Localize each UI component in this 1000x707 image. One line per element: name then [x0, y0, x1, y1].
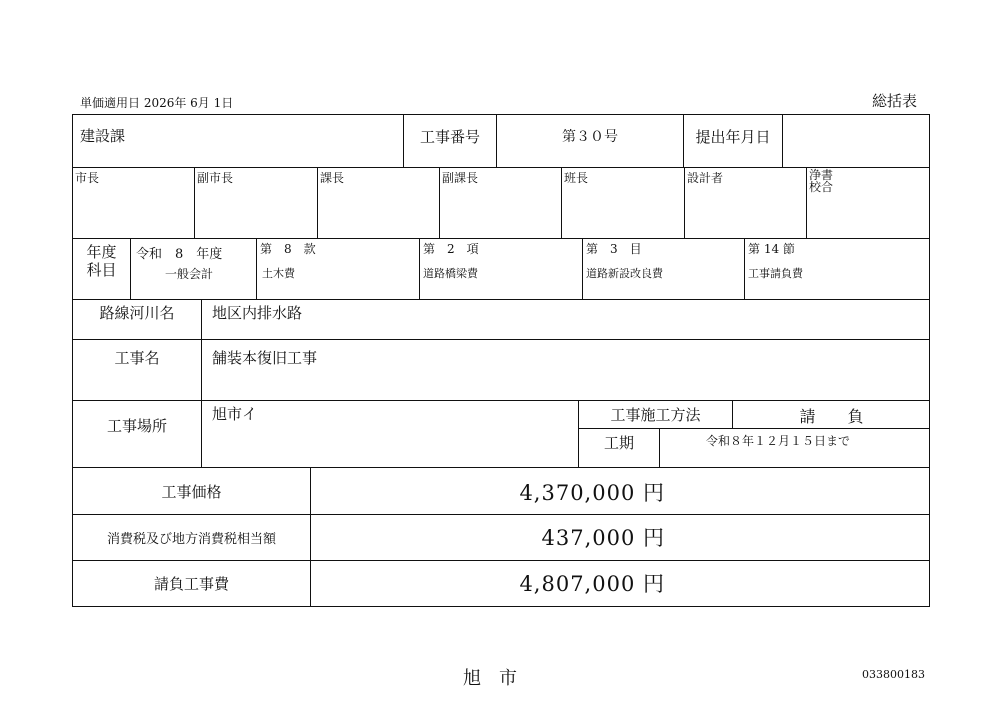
- route-label: 路線河川名: [99, 304, 175, 322]
- work-number-value: 第３０号: [562, 129, 618, 145]
- contract-cost-value: 4,807,000 円: [519, 572, 665, 596]
- kou-value: 道路橋梁費: [423, 267, 478, 280]
- contract-cost-label: 請負工事費: [153, 575, 229, 593]
- moku-value: 道路新設改良費: [586, 267, 663, 280]
- approval-deputy-chief: 副課長: [442, 171, 479, 185]
- work-price-label: 工事価格: [161, 483, 222, 501]
- document-code: 033800183: [862, 668, 925, 681]
- site-label: 工事場所: [106, 417, 167, 435]
- city-name: 旭 市: [463, 668, 517, 689]
- method-label: 工事施工方法: [610, 406, 701, 424]
- moku-label: 第 3 目: [586, 242, 642, 256]
- consumption-tax-value: 437,000 円: [541, 526, 665, 550]
- fiscal-year: 令和 8 年度: [136, 247, 223, 262]
- fiscal-year-label: 年度 科目: [86, 243, 117, 279]
- period-label: 工期: [604, 434, 635, 452]
- work-number-label: 工事番号: [419, 128, 480, 146]
- kan-value: 土木費: [262, 267, 295, 280]
- approval-mayor: 市長: [75, 171, 100, 185]
- approval-designer: 設計者: [687, 171, 724, 185]
- period-value: 令和８年１２月１５日まで: [706, 434, 851, 448]
- kan-label: 第 8 款: [260, 242, 316, 256]
- sheet-type-title: 総括表: [872, 92, 918, 110]
- route-value: 地区内排水路: [212, 304, 303, 322]
- submission-date-label: 提出年月日: [695, 128, 771, 146]
- work-name-label: 工事名: [114, 349, 160, 367]
- work-price-value: 4,370,000 円: [519, 481, 665, 505]
- kou-label: 第 2 項: [423, 242, 479, 256]
- unit-price-date: 単価適用日 2026年 6月 1日: [80, 96, 234, 110]
- setsu-value: 工事請負費: [748, 267, 803, 280]
- work-name-value: 舗装本復旧工事: [212, 349, 318, 367]
- site-value: 旭市イ: [212, 405, 258, 423]
- method-value: 請 負: [799, 407, 864, 426]
- approval-team-leader: 班長: [564, 171, 589, 185]
- department: 建設課: [80, 127, 126, 145]
- setsu-label: 第 14 節: [748, 242, 795, 256]
- account-type: 一般会計: [165, 267, 214, 281]
- consumption-tax-label: 消費税及び地方消費税相当額: [106, 532, 276, 547]
- approval-clean-copy-check: 浄書 校合: [809, 168, 834, 194]
- approval-deputy-mayor: 副市長: [197, 171, 234, 185]
- approval-section-chief: 課長: [320, 171, 345, 185]
